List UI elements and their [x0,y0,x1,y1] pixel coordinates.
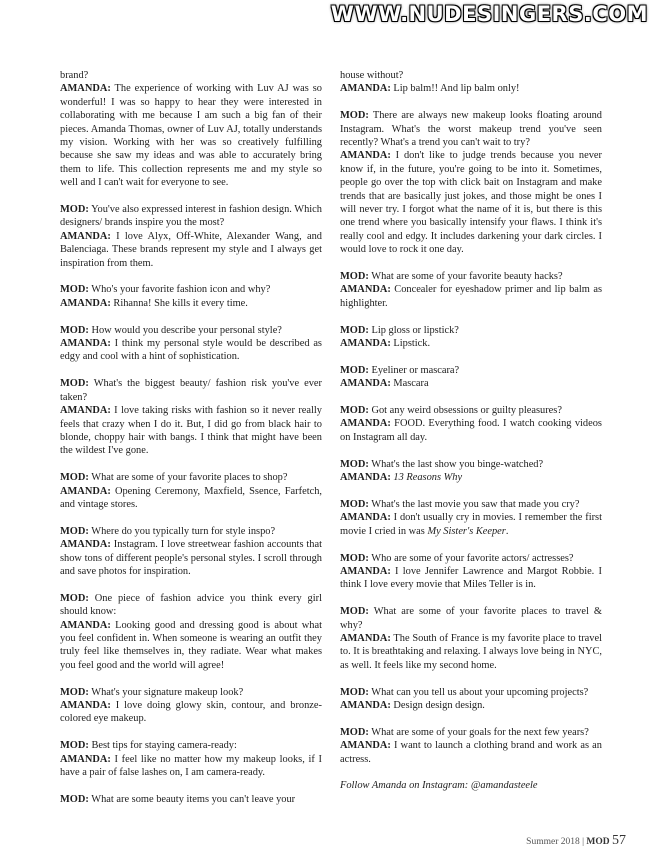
continuation-text: house without? [340,70,404,81]
continuation-text: brand? [60,70,89,81]
movie-title: My Sister's Keeper [427,525,506,537]
question: MOD: What are some of your favorite beauty hacks? [340,271,563,283]
answer: AMANDA: Instagram. I love streetwear fashion accounts that show tons of different people's personal styles. I scroll through and save photos for inspiration. [60,539,322,577]
answer: AMANDA: Mascara [340,378,429,390]
show-title: 13 Reasons Why [393,472,463,484]
right-column [340,69,602,793]
speaker-label: AMANDA: [60,83,111,95]
question: MOD: One piece of fashion advice you think every girl should know: [60,592,322,618]
question: MOD: There are always new makeup looks floating around Instagram. What's the worst makeup trend you've seen recently? What's a trend you can't wait to try? [340,110,602,149]
answer: AMANDA: I don't like to judge trends because you never know if, in the future, you're going to be into it. Sometimes, people go over the top with click bait on Instagram and make trends that are basically just jokes, and those might be ones I will never try. I forgot what the name of it is, but there is this one trend where you basically intensify your flaws. I think it's really cool and edgy. It includes darkening your dark circles. I would love to rock it one day. [340,150,602,256]
answer: AMANDA: I love doing glowy skin, contour, and bronze-colored eye makeup. [60,699,322,725]
qa-block [340,498,602,538]
answer: AMANDA: Concealer for eyeshadow primer and lip balm as highlighter. [340,284,602,309]
qa-block [60,592,322,672]
qa-block [60,739,322,779]
answer: AMANDA: Design design design. [340,699,485,711]
page-footer [526,833,626,849]
question: MOD: What are some of your favorite places to travel & why? [340,606,602,631]
page-number: 57 [612,833,626,848]
answer: AMANDA: The South of France is my favorite place to travel to. It is breathtaking and relaxing. I always love being in NYC, as well. It feels like my second home. [340,632,603,671]
answer: AMANDA: Opening Ceremony, Maxfield, Ssence, Farfetch, and vintage stores. [60,485,322,510]
qa-block [340,324,602,351]
question: MOD: What are some beauty items you can't leave your [60,793,296,805]
qa-block [340,726,602,766]
qa-block [60,203,322,270]
answer: AMANDA: I love taking risks with fashion so it never really feels that crazy when I do it. But, I did go from black hair to blonde, choppy hair with bangs. I think that might have been the wildest I've gone. [60,405,322,457]
qa-block [60,471,322,511]
qa-block [60,686,322,726]
qa-block [340,270,602,310]
qa-block [60,793,322,806]
question: MOD: What's the biggest beauty/ fashion risk you've ever taken? [60,378,322,403]
answer: AMANDA: Rihanna! She kills it every time. [60,297,248,309]
instagram-credit: Follow Amanda on Instagram: @amandasteele [340,780,538,792]
answer: AMANDA: 13 Reasons Why [340,472,463,484]
left-column [60,69,322,820]
qa-block [60,283,322,310]
qa-block [60,324,322,364]
question: MOD: What's the last movie you saw that made you cry? [340,498,580,510]
answer: AMANDA: Lip balm!! And lip balm only! [340,83,520,95]
answer: AMANDA: Lipstick. [340,338,431,350]
qa-block [60,82,322,189]
answer: AMANDA: I love Alyx, Off-White, Alexander Wang, and Balenciaga. These brands represent my style and I always get inspiration from them. [60,230,322,269]
answer: AMANDA: I love Jennifer Lawrence and Margot Robbie. I think I love every movie that Miles Teller is in. [340,565,602,591]
qa-block [340,404,602,444]
question: MOD: Lip gloss or lipstick? [340,324,459,336]
qa-block [340,109,602,256]
qa-block [60,525,322,579]
question: MOD: How would you describe your personal style? [60,324,282,336]
question: MOD: What are some of your goals for the next few years? [340,726,589,738]
answer: AMANDA: I don't usually cry in movies. I remember the first movie I cried in was My Sister's Keeper. [340,512,602,537]
issue-date: Summer 2018 [526,837,580,847]
magazine-name: MOD [586,837,610,847]
footer-separator: | [582,837,585,847]
watermark: WWW.NUDESINGERS.COM [330,2,648,26]
answer: AMANDA: I want to launch a clothing brand and work as an actress. [340,740,602,765]
qa-block [340,458,602,485]
question: MOD: Best tips for staying camera-ready: [60,740,237,752]
qa-block [340,552,602,592]
question: MOD: What's your signature makeup look? [60,686,244,698]
answer: AMANDA: I feel like no matter how my makeup looks, if I have a pair of false lashes on, I am camera-ready. [60,753,322,778]
qa-block [340,364,602,391]
question: MOD: What are some of your favorite places to shop? [60,472,288,484]
answer: AMANDA: FOOD. Everything food. I watch cooking videos on Instagram all day. [340,418,602,443]
question: MOD: Who are some of your favorite actors/ actresses? [340,552,574,564]
answer: AMANDA: The experience of working with Luv AJ was so wonderful! I was so happy to hear they were interested in collaborating with me because I am such a big fan of their pieces. Amanda Thomas, owner of Luv AJ, totally understands my vision. Working with her was so creatively fulfilling because she saw my ideas and was able to accurately bring them to life. This collection represents me and my style so well and I can't wait for everyone to see. [60,83,322,189]
question: MOD: Got any weird obsessions or guilty pleasures? [340,405,562,417]
qa-block [340,686,602,713]
answer: AMANDA: I think my personal style would be described as edgy and cool with a hint of sophistication. [60,338,322,363]
question: MOD: Where do you typically turn for style inspo? [60,525,276,537]
question: MOD: You've also expressed interest in fashion design. Which designers/ brands inspire you the most? [60,204,322,229]
question: MOD: Eyeliner or mascara? [340,364,460,376]
answer: AMANDA: Looking good and dressing good is about what you feel confident in. When someone is wearing an outfit they truly feel like themselves in, they radiate. Wear what makes you feel good and the world will agree! [60,619,322,671]
question: MOD: What's the last show you binge-watched? [340,458,544,470]
question: MOD: What can you tell us about your upcoming projects? [340,686,589,698]
qa-block [60,377,322,457]
qa-block [340,82,602,95]
question: MOD: Who's your favorite fashion icon and why? [60,284,271,296]
qa-block [340,605,602,672]
